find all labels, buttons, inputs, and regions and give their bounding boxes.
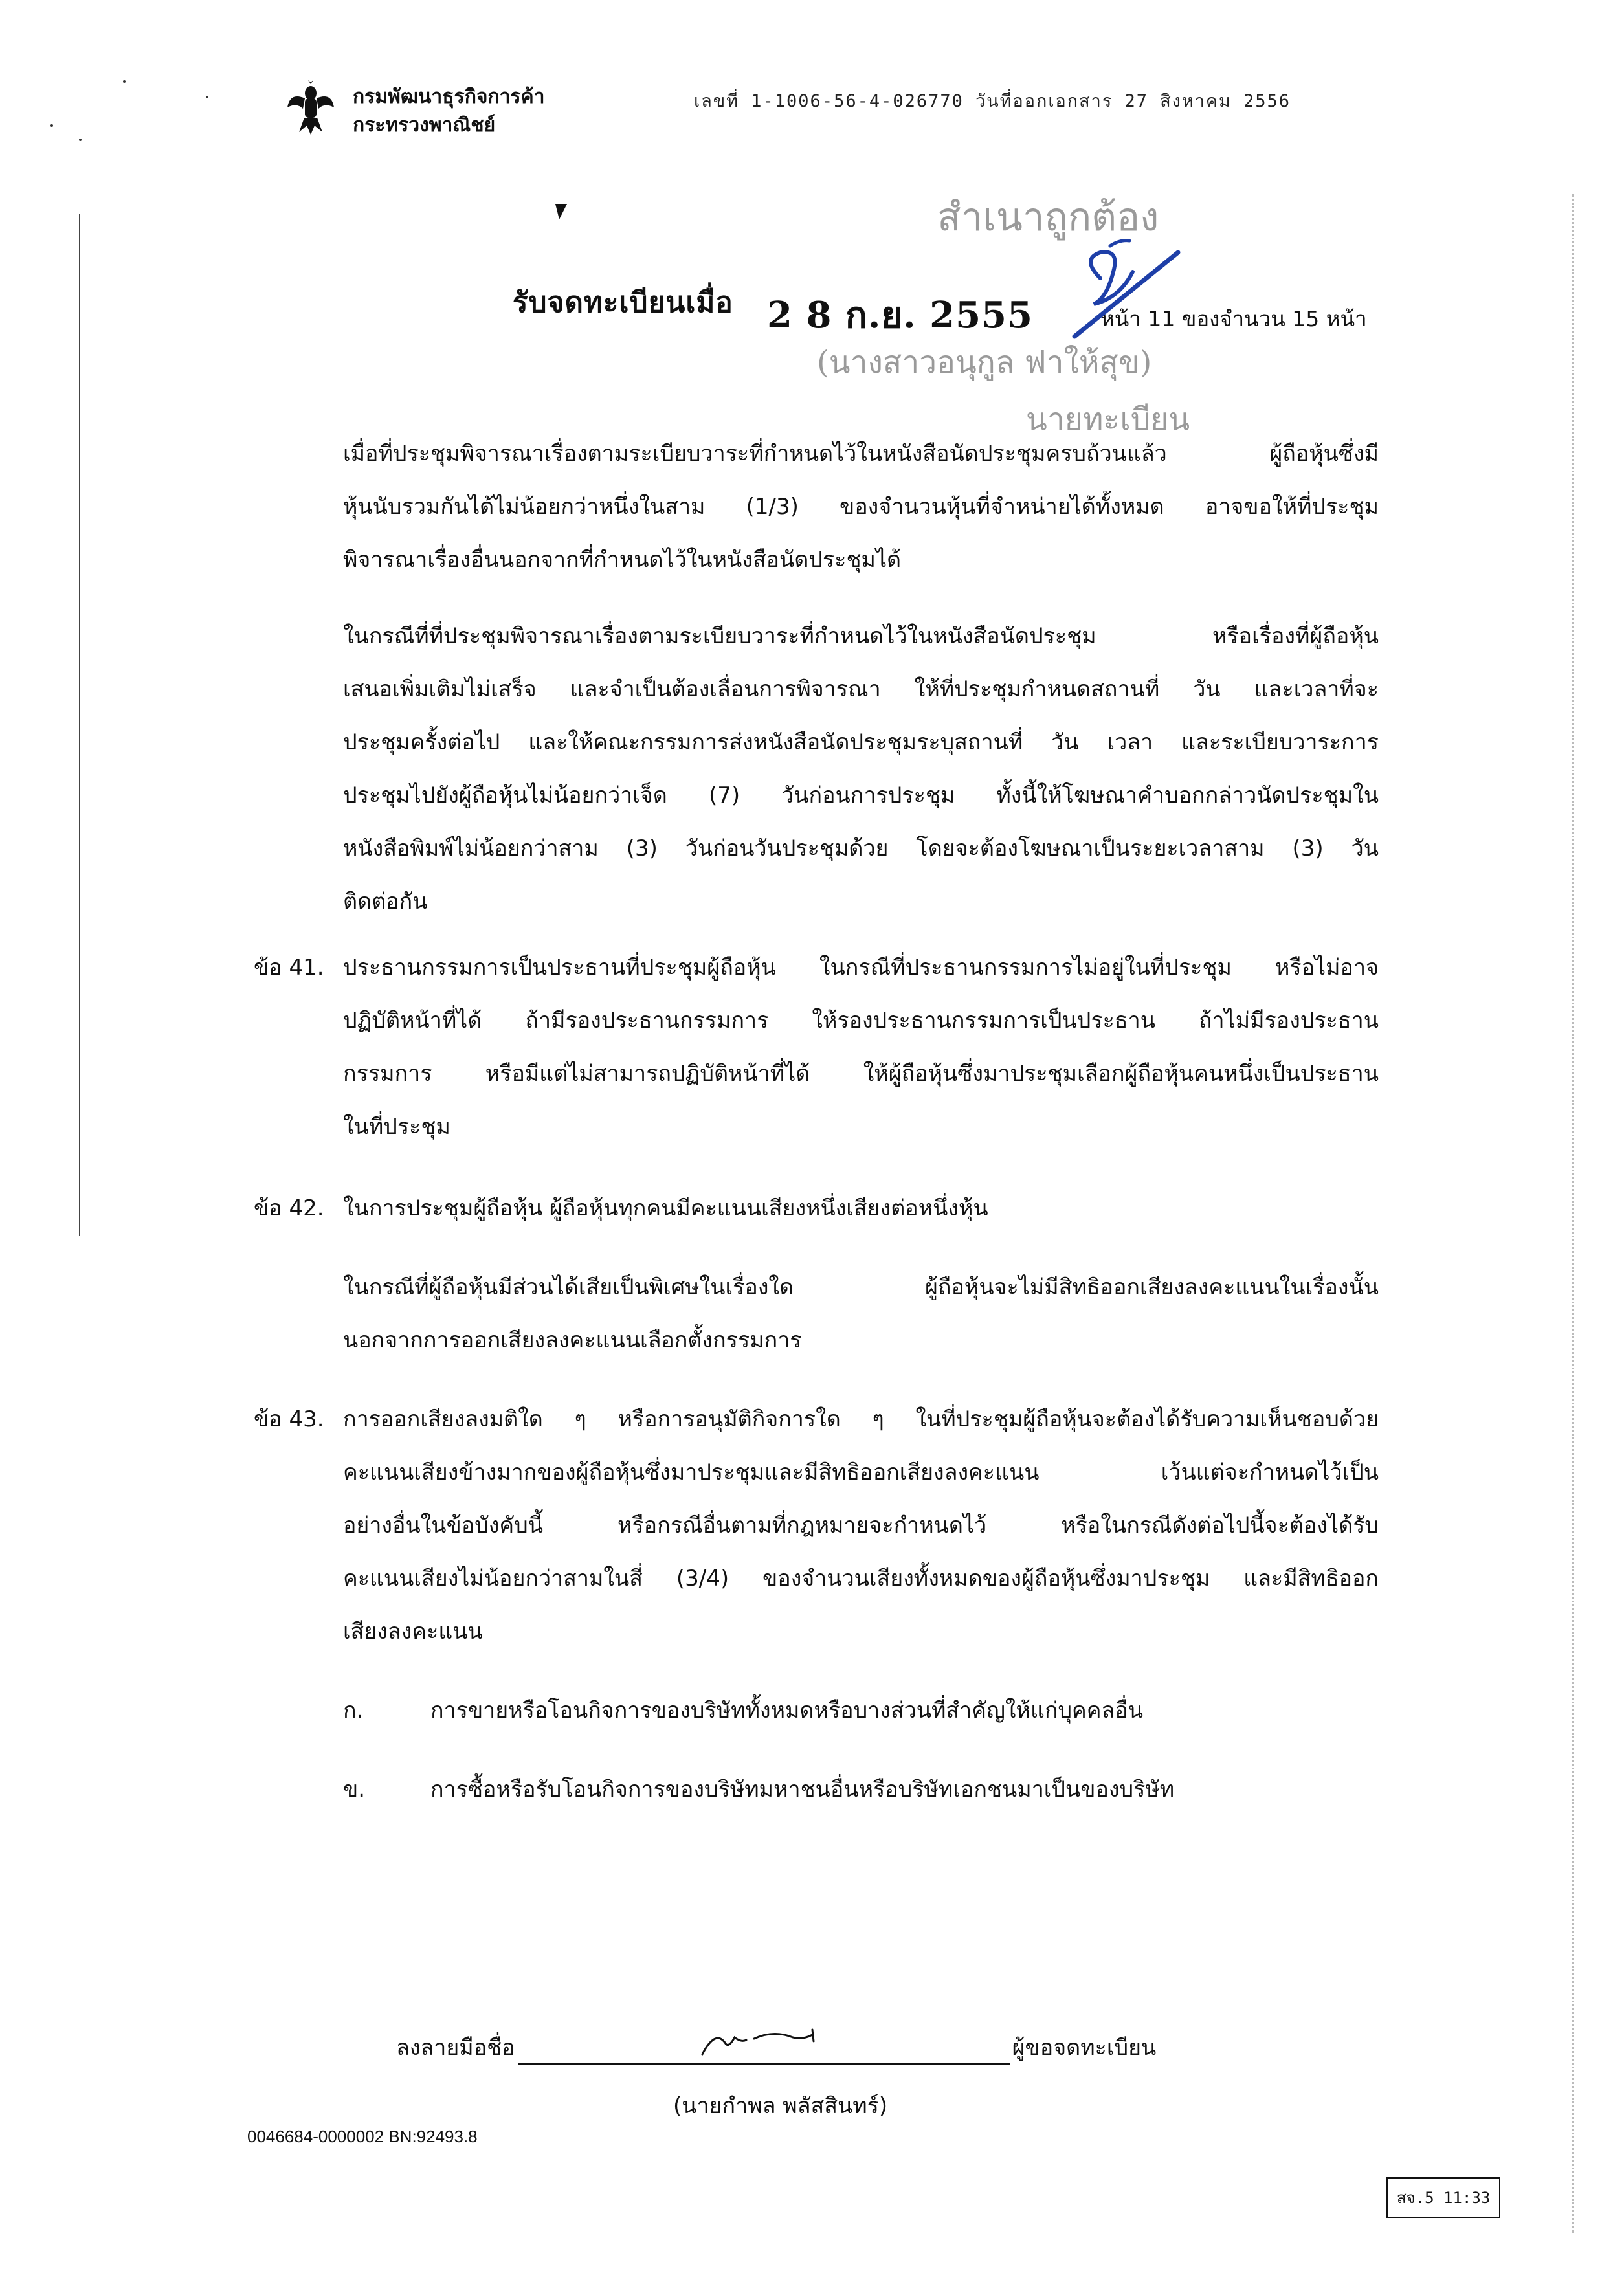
text-line: ในการประชุมผู้ถือหุ้น ผู้ถือหุ้นทุกคนมีคะแนนเสียงหนึ่งเสียงต่อหนึ่งหุ้น [343, 1195, 988, 1221]
text-line: กรรมการ หรือมีแต่ไม่สามารถปฏิบัติหน้าที่ได้ ให้ผู้ถือหุ้นซึ่งมาประชุมเลือกผู้ถือหุ้นคนหนึ่งเป็นประธาน [343, 1061, 1379, 1087]
registrar-name-stamp: (นางสาวอนุกูล ฟาให้สุข) [817, 344, 1152, 381]
signature-role: ผู้ขอจดทะเบียน [1012, 2035, 1157, 2061]
signature-line [518, 2037, 1010, 2065]
scan-mark [555, 204, 567, 219]
registration-date: 2 8 ก.ย. 2555 [767, 294, 1033, 337]
text-line: พิจารณาเรื่องอื่นนอกจากที่กำหนดไว้ในหนังสือนัดประชุมได้ [343, 547, 902, 573]
list-item: การซื้อหรือรับโอนกิจการของบริษัทมหาชนอื่นหรือบริษัทเอกชนมาเป็นของบริษัท [430, 1777, 1175, 1802]
text-line: คะแนนเสียงข้างมากของผู้ถือหุ้นซึ่งมาประชุมและมีสิทธิออกเสียงลงคะแนน เว้นแต่จะกำหนดไว้เป็น [343, 1459, 1379, 1485]
scan-right-dotted-edge [1572, 194, 1574, 2233]
text-line: ประชุมไปยังผู้ถือหุ้นไม่น้อยกว่าเจ็ด (7) วันก่อนการประชุม ทั้งนี้ให้โฆษณาคำบอกกล่าวนัดประชุมใน [343, 782, 1379, 808]
document-number: เลขที่ 1-1006-56-4-026770 วันที่ออกเอกสาร 27 สิงหาคม 2556 [694, 91, 1291, 111]
signature-row [396, 2030, 1156, 2065]
text-line: ในที่ประชุม [343, 1114, 450, 1140]
text-line: การออกเสียงลงมติใด ๆ หรือการอนุมัติกิจการใด ๆ ในที่ประชุมผู้ถือหุ้นจะต้องได้รับความเห็นชอบด้วย [343, 1406, 1379, 1432]
text-line: หุ้นนับรวมกันได้ไม่น้อยกว่าหนึ่งในสาม (1/3) ของจำนวนหุ้นที่จำหน่ายได้ทั้งหมด อาจขอให้ที่ประชุม [343, 494, 1379, 520]
text-line: คะแนนเสียงไม่น้อยกว่าสามในสี่ (3/4) ของจำนวนเสียงทั้งหมดของผู้ถือหุ้นซึ่งมาประชุม และมีสิทธิออก [343, 1566, 1379, 1591]
registration-label: รับจดทะเบียนเมื่อ [513, 286, 733, 319]
garuda-emblem-icon [285, 79, 337, 137]
clause-42-number: ข้อ 42. [254, 1195, 324, 1221]
form-code-box: สจ.5 11:33 [1386, 2177, 1500, 2218]
applicant-name: (นายกำพล พลัสสินทร์) [673, 2093, 888, 2119]
department-line-1: กรมพัฒนาธุรกิจการค้า [353, 85, 545, 108]
text-line: ติดต่อกัน [343, 889, 428, 915]
scan-speck [206, 96, 208, 98]
page-indicator: หน้า 11 ของจำนวน 15 หน้า [1100, 306, 1367, 331]
signature-label: ลงลายมือชื่อ [396, 2035, 515, 2061]
scan-speck [79, 139, 82, 141]
scan-speck [123, 80, 126, 83]
scan-left-margin-line [79, 214, 80, 1236]
department-name [353, 83, 544, 140]
registrar-title-stamp: นายทะเบียน [1026, 401, 1190, 438]
clause-42-text [343, 1182, 1379, 1235]
text-line: ในกรณีที่ที่ประชุมพิจารณาเรื่องตามระเบียบวาระที่กำหนดไว้ในหนังสือนัดประชุม หรือเรื่องที่ผู้ถือหุ้น [343, 623, 1379, 649]
text-line: เมื่อที่ประชุมพิจารณาเรื่องตามระเบียบวาระที่กำหนดไว้ในหนังสือนัดประชุมครบถ้วนแล้ว ผู้ถือหุ้นซึ่งมี [343, 441, 1379, 467]
list-item-label: ข. [343, 1777, 366, 1802]
text-line: ปฏิบัติหน้าที่ได้ ถ้ามีรองประธานกรรมการ ให้รองประธานกรรมการเป็นประธาน ถ้าไม่มีรองประธาน [343, 1008, 1379, 1034]
clause-43-text [343, 1393, 1379, 1658]
text-line: นอกจากการออกเสียงลงคะแนนเลือกตั้งกรรมการ [343, 1327, 802, 1353]
text-line: ประชุมครั้งต่อไป และให้คณะกรรมการส่งหนังสือนัดประชุมระบุสถานที่ วัน เวลา และระเบียบวาระการ [343, 729, 1379, 755]
list-item: การขายหรือโอนกิจการของบริษัททั้งหมดหรือบางส่วนที่สำคัญให้แก่บุคคลอื่น [430, 1698, 1144, 1724]
certified-copy-stamp: สำเนาถูกต้อง [937, 195, 1159, 240]
text-line: อย่างอื่นในข้อบังคับนี้ หรือกรณีอื่นตามที่กฎหมายจะกำหนดไว้ หรือในกรณีดังต่อไปนี้จะต้องได้รับ [343, 1513, 1379, 1538]
text-line: ในกรณีที่ผู้ถือหุ้นมีส่วนได้เสียเป็นพิเศษในเรื่องใด ผู้ถือหุ้นจะไม่มีสิทธิออกเสียงลงคะแนนในเรื่องนั้น [343, 1274, 1379, 1300]
applicant-signature [689, 2023, 838, 2062]
clause-42-paragraph-2 [343, 1261, 1379, 1367]
text-line: หนังสือพิมพ์ไม่น้อยกว่าสาม (3) วันก่อนวันประชุมด้วย โดยจะต้องโฆษณาเป็นระยะเวลาสาม (3) วัน [343, 836, 1379, 861]
ministry-line: กระทรวงพาณิชย์ [353, 114, 496, 137]
paragraph-continuation-2 [343, 610, 1379, 928]
registrar-signature [1062, 233, 1185, 343]
clause-41-number: ข้อ 41. [254, 955, 324, 981]
text-line: เสนอเพิ่มเติมไม่เสร็จ และจำเป็นต้องเลื่อนการพิจารณา ให้ที่ประชุมกำหนดสถานที่ วัน และเวลาที่จะ [343, 676, 1379, 702]
document-code: 0046684-0000002 BN:92493.8 [247, 2127, 478, 2146]
list-item-label: ก. [343, 1698, 364, 1724]
paragraph-continuation-1 [343, 427, 1379, 586]
text-line: เสียงลงคะแนน [343, 1619, 483, 1645]
clause-41-text [343, 941, 1379, 1153]
text-line: ประธานกรรมการเป็นประธานที่ประชุมผู้ถือหุ้น ในกรณีที่ประธานกรรมการไม่อยู่ในที่ประชุม หรือไม่อาจ [343, 955, 1379, 981]
scan-speck [50, 124, 53, 127]
clause-43-number: ข้อ 43. [254, 1406, 324, 1432]
